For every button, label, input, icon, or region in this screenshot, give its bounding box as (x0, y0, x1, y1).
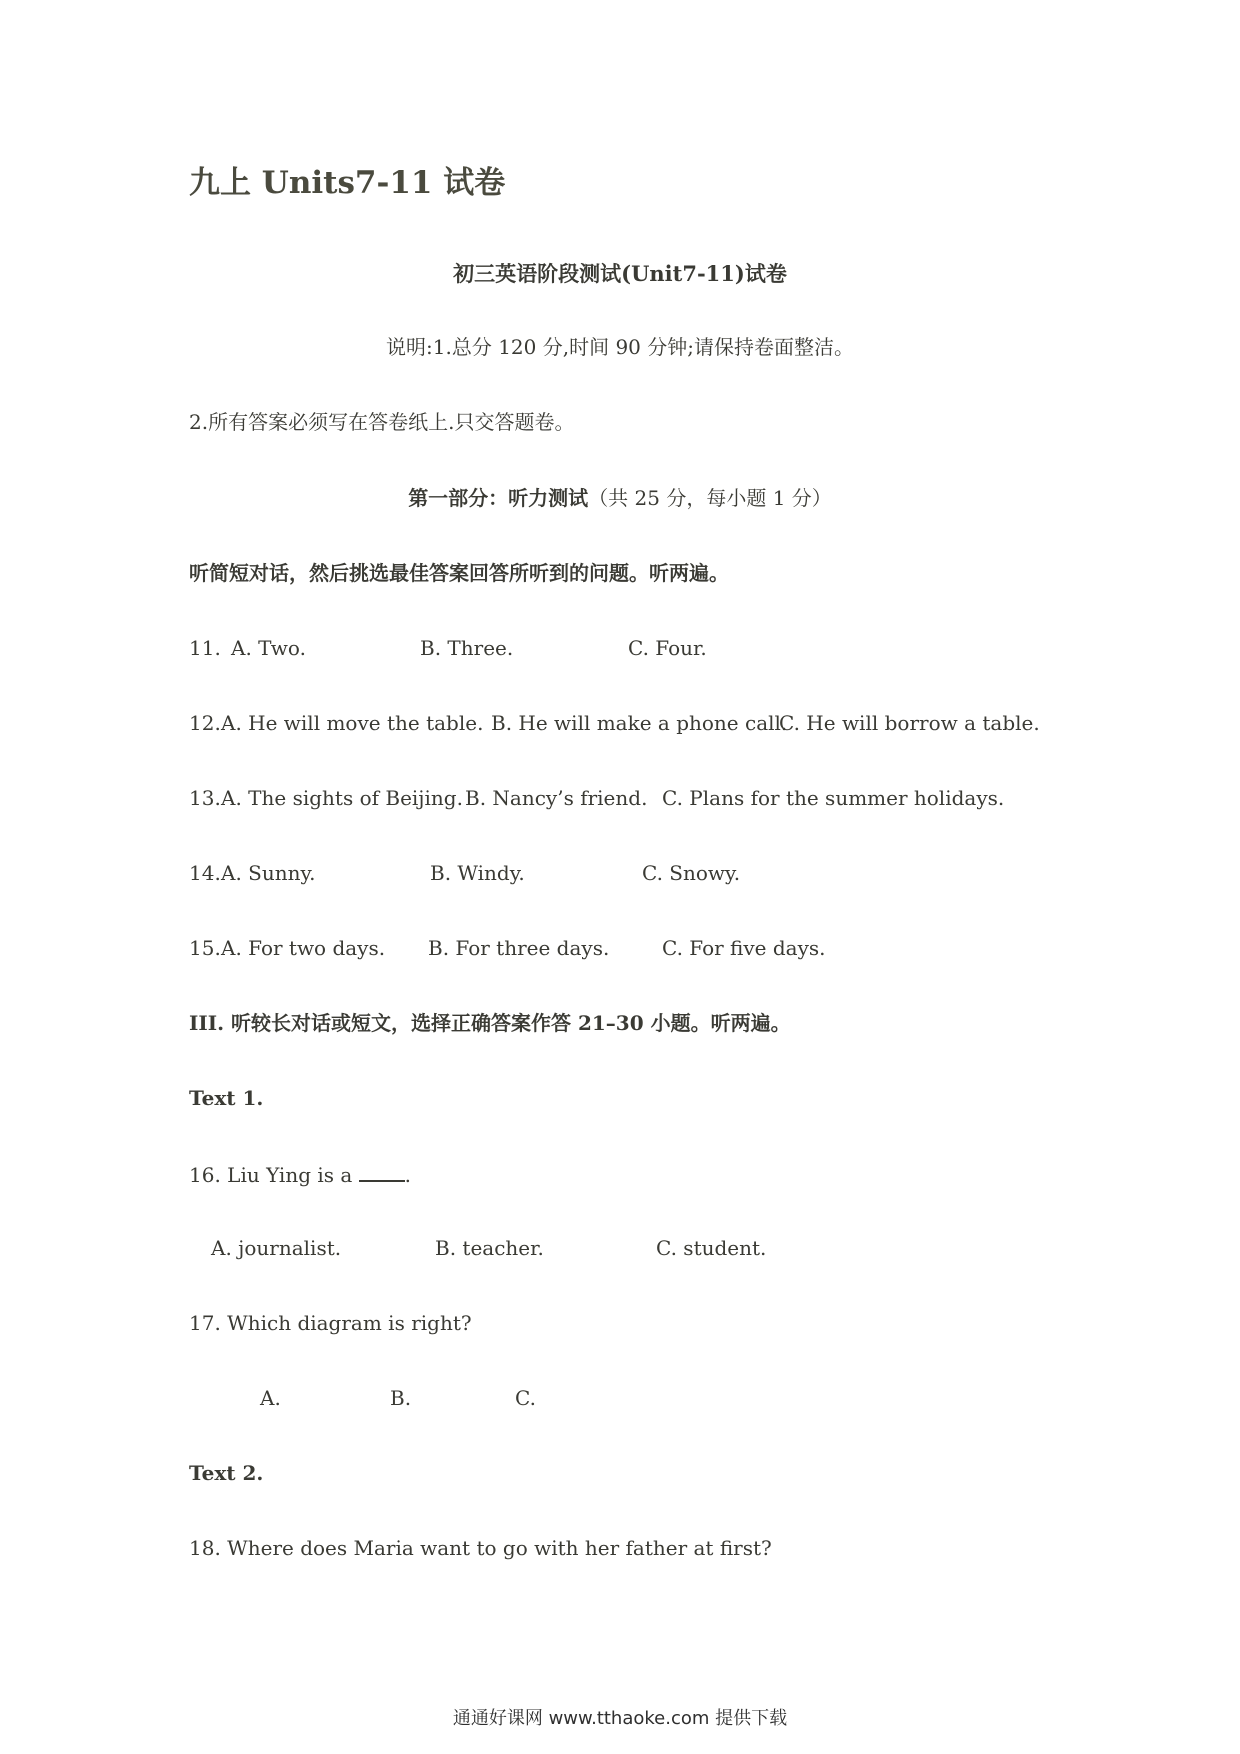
option-a: A. Sunny. (221, 861, 316, 885)
option-c: C. He will borrow a table. (779, 711, 1040, 735)
option-a: A. He will move the table. (221, 711, 484, 735)
question-16-stem-before: 16. Liu Ying is a (189, 1163, 353, 1187)
instruction-1: 说明:1.总分 120 分,时间 90 分钟;请保持卷面整洁。 (386, 335, 854, 359)
question-number: 12. (189, 711, 221, 735)
question-number: 11. (189, 636, 221, 660)
text-1-label: Text 1. (189, 1086, 264, 1110)
option-c: C. Four. (628, 636, 707, 660)
document-title: 九上 Units7-11 试卷 (189, 165, 506, 201)
option-b: B. Nancy’s friend. (465, 786, 648, 810)
option-c: C. Plans for the summer holidays. (662, 786, 1005, 810)
text-2-label: Text 2. (189, 1461, 264, 1485)
question-18-stem: 18. Where does Maria want to go with her father at first? (189, 1536, 772, 1560)
option-c: C. For five days. (662, 936, 826, 960)
option-b: B. Three. (420, 636, 514, 660)
question-16-stem (189, 1163, 411, 1185)
page-footer: 通通好课网 www.tthaoke.com 提供下载 (452, 1708, 788, 1729)
exam-subtitle: 初三英语阶段测试(Unit7-11)试卷 (453, 261, 787, 286)
option-a: A. The sights of Beijing. (221, 786, 463, 810)
question-17-stem: 17. Which diagram is right? (189, 1311, 472, 1335)
section-1-heading-rest: （共 25 分，每小题 1 分） (588, 486, 832, 510)
question-number: 15. (189, 936, 221, 960)
question-17-option-b: B. (390, 1386, 412, 1410)
option-b: B. Windy. (430, 861, 525, 885)
question-16-stem-after: . (404, 1163, 412, 1187)
answer-blank (359, 1163, 405, 1182)
option-a: A. For two days. (221, 936, 386, 960)
question-16-option-b: B. teacher. (435, 1236, 544, 1260)
option-c: C. Snowy. (642, 861, 741, 885)
question-17-option-a: A. (260, 1386, 281, 1410)
instruction-2: 2.所有答案必须写在答卷纸上.只交答题卷。 (189, 410, 575, 434)
option-a: A. Two. (231, 636, 306, 660)
section-1-heading-bold: 第一部分：听力测试 (408, 486, 589, 510)
question-17-option-c: C. (515, 1386, 536, 1410)
question-16-option-c: C. student. (656, 1236, 767, 1260)
option-b: B. He will make a phone call. (491, 711, 788, 735)
question-16-option-a: A. journalist. (211, 1236, 342, 1260)
part-a-instruction: 听简短对话，然后挑选最佳答案回答所听到的问题。听两遍。 (189, 561, 729, 585)
part-b-instruction: III. 听较长对话或短文，选择正确答案作答 21–30 小题。听两遍。 (189, 1011, 791, 1035)
question-number: 14. (189, 861, 221, 885)
option-b: B. For three days. (428, 936, 610, 960)
section-1-heading (0, 488, 1240, 508)
question-number: 13. (189, 786, 221, 810)
